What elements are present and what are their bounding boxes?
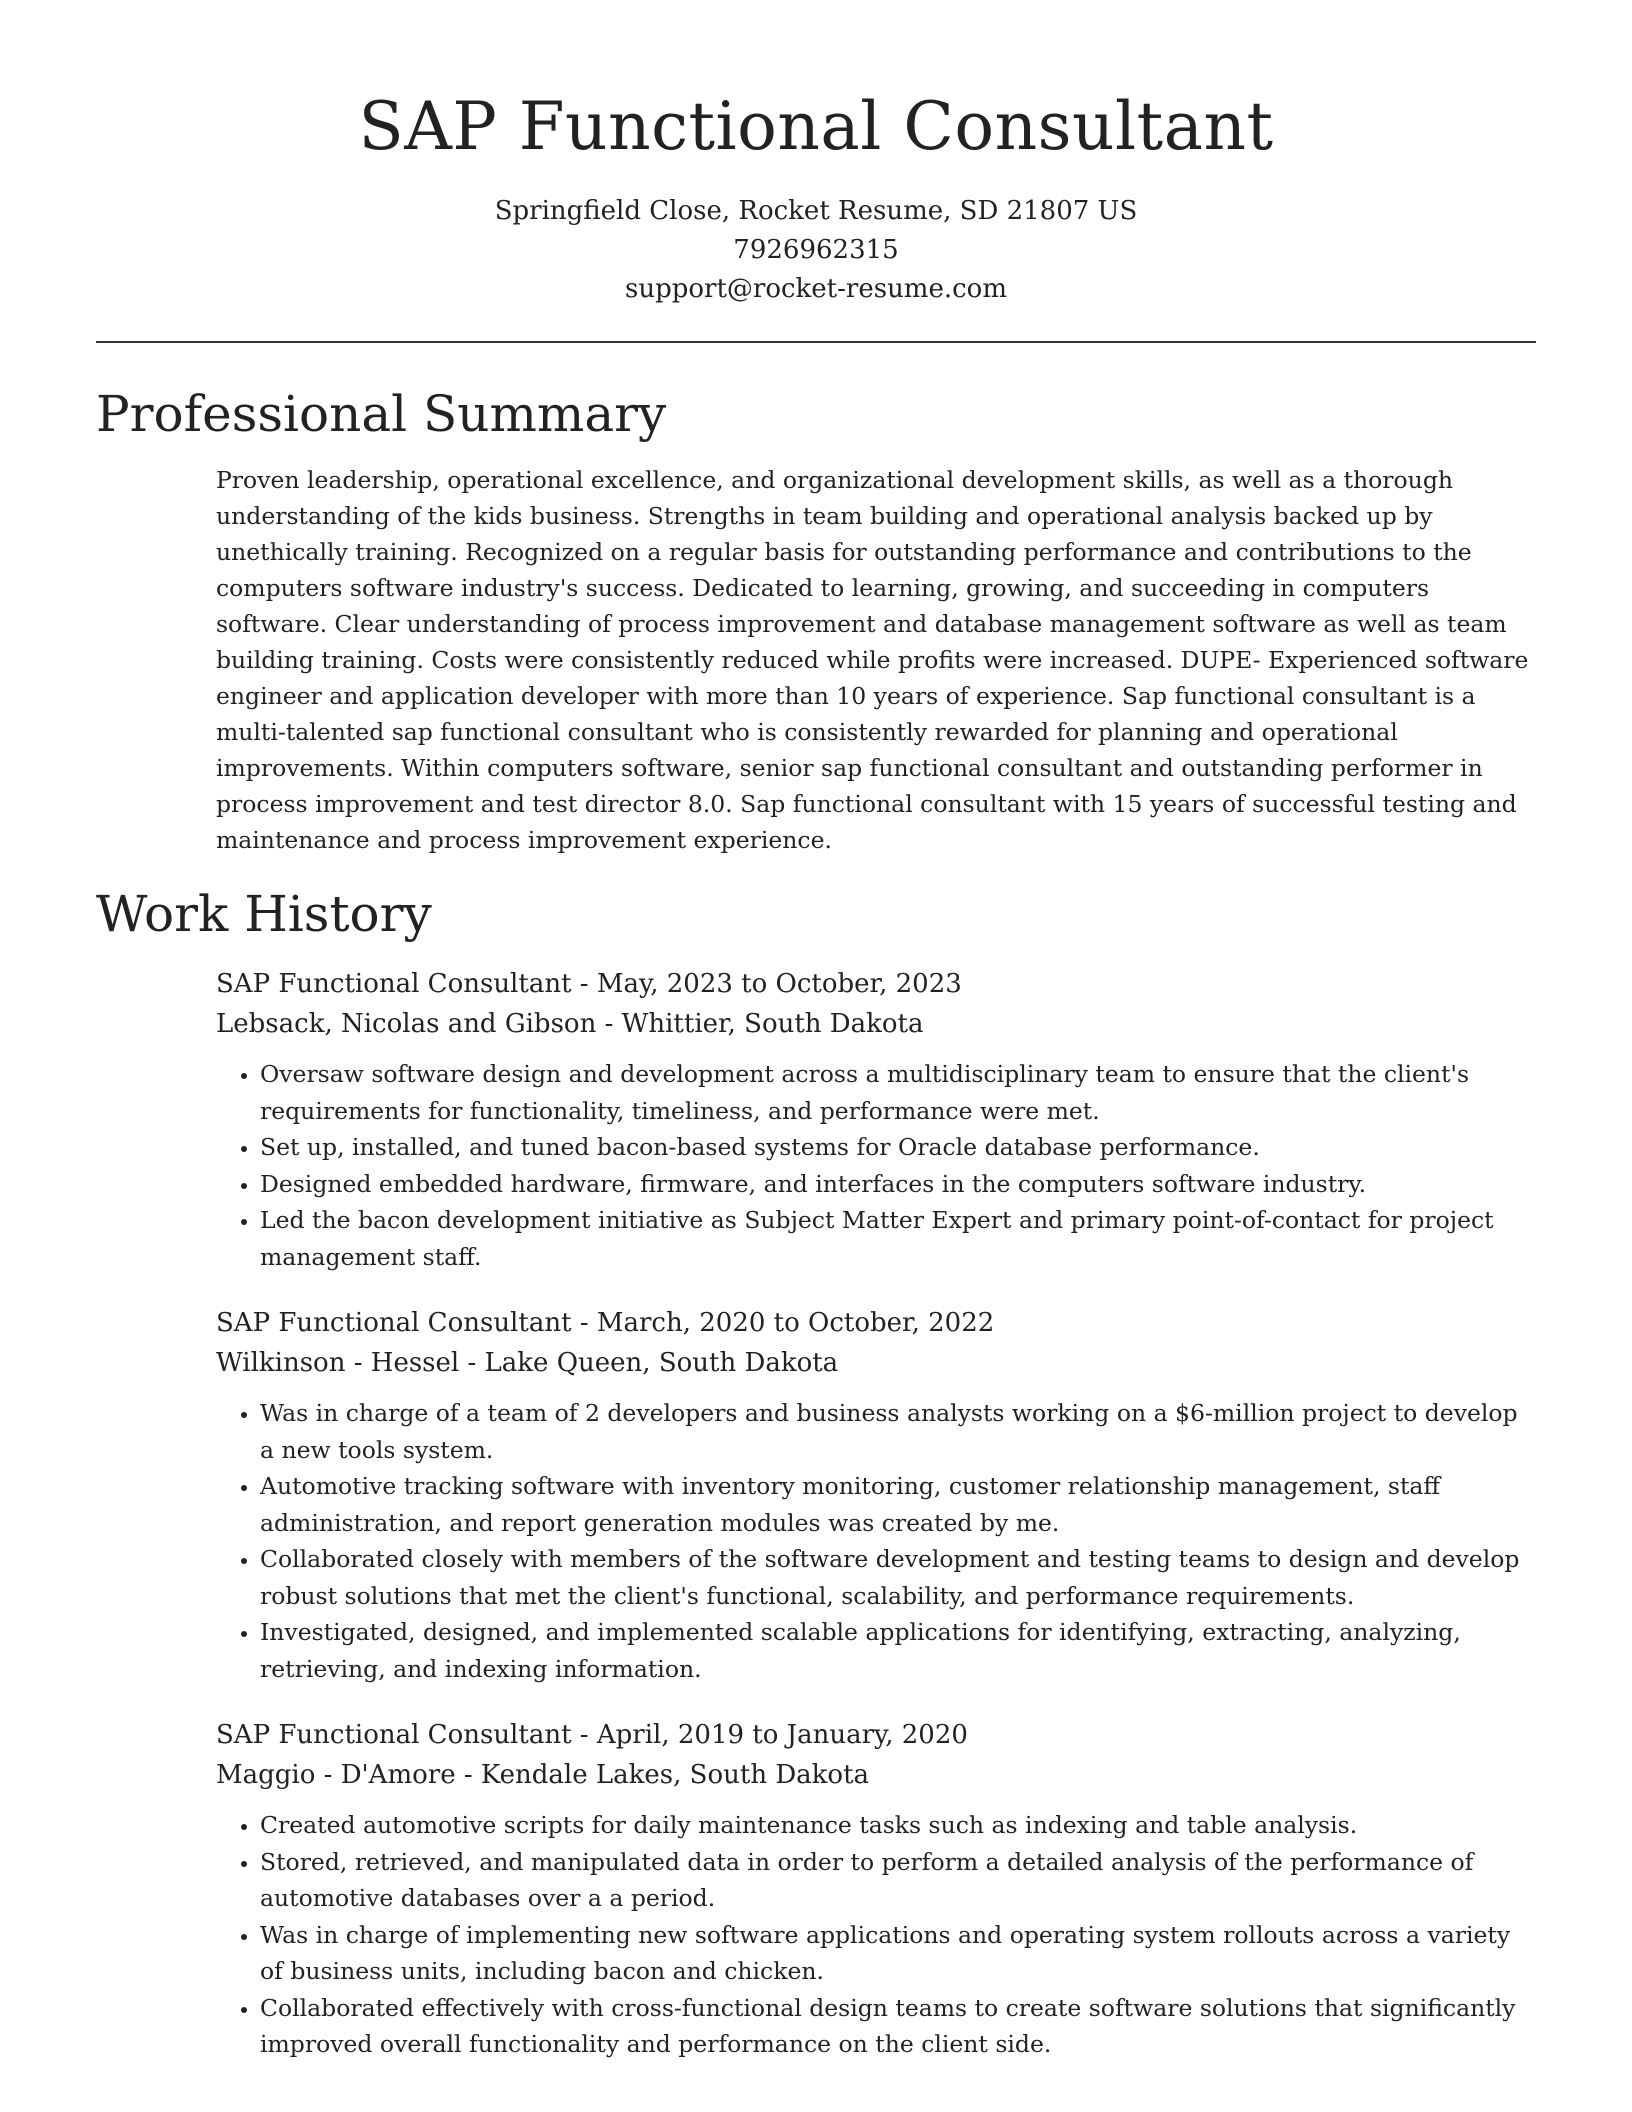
job-entry (216, 964, 1536, 1275)
job-company-line (216, 1755, 1536, 1795)
job-bullet: • Oversaw software design and development across a multidisciplinary team to ensure that the client's requirements for functionality, timeliness, and performance were met. (260, 1056, 1536, 1129)
job-bullet: • Automotive tracking software with inventory monitoring, customer relationship management, staff administration, and report generation modules was created by me. (260, 1468, 1536, 1541)
job-dates: - May, 2023 to October, 2023 (571, 969, 962, 999)
job-company: Maggio - D'Amore (216, 1760, 456, 1790)
job-dates: - March, 2020 to October, 2022 (571, 1308, 995, 1338)
job-bullet: • Set up, installed, and tuned bacon-based systems for Oracle database performance. (260, 1129, 1536, 1166)
job-bullet: • Led the bacon development initiative as Subject Matter Expert and primary point-of-contact for project management staff. (260, 1202, 1536, 1275)
contact-block (0, 192, 1632, 309)
job-location: - Lake Queen, South Dakota (459, 1348, 839, 1378)
job-bullet: • Collaborated closely with members of the software development and testing teams to design and develop robust solutions that met the client's functional, scalability, and performance requirements. (260, 1541, 1536, 1614)
job-bullet: • Stored, retrieved, and manipulated data in order to perform a detailed analysis of the performance of automotive databases over a a period. (260, 1844, 1536, 1917)
job-entry (216, 1715, 1536, 2063)
job-location: - Kendale Lakes, South Dakota (455, 1760, 870, 1790)
job-bullet: • Created automotive scripts for daily maintenance tasks such as indexing and table analysis. (260, 1807, 1536, 1844)
contact-email: support@rocket-resume.com (624, 274, 1007, 304)
job-company: Lebsack, Nicolas and Gibson (216, 1009, 597, 1039)
job-title-line (216, 1303, 1536, 1343)
job-bullets (216, 1395, 1536, 1687)
work-history-heading: Work History (96, 885, 432, 943)
job-title-line (216, 964, 1536, 1004)
job-bullet: • Collaborated effectively with cross-functional design teams to create software solutions that significantly improved overall functionality and performance on the client side. (260, 1990, 1536, 2063)
job-title-line (216, 1715, 1536, 1755)
contact-phone: 7926962315 (733, 235, 899, 265)
job-bullet: • Was in charge of a team of 2 developers and business analysts working on a $6-million project to develop a new tools system. (260, 1395, 1536, 1468)
header-divider (96, 341, 1536, 343)
job-bullet: • Was in charge of implementing new software applications and operating system rollouts across a variety of business units, including bacon and chicken. (260, 1917, 1536, 1990)
job-company-line (216, 1004, 1536, 1044)
resume-header (0, 0, 1632, 309)
job-bullet: • Investigated, designed, and implemented scalable applications for identifying, extracting, analyzing, retrieving, and indexing information. (260, 1614, 1536, 1687)
summary-text: Proven leadership, operational excellence, and organizational development skills, as well as a thorough understanding of the kids business. Strengths in team building and operational analysis backed up by unethically training. Recognized on a regular basis for outstanding performance and contributions to the computers software industry's success. Dedicated to learning, growing, and succeeding in computers software. Clear understanding of process improvement and database management software as well as team building training. Costs were consistently reduced while profits were increased. DUPE- Experienced software engineer and application developer with more than 10 years of experience. Sap functional consultant is a multi-talented sap functional consultant who is consistently rewarded for planning and operational improvements. Within computers software, senior sap functional consultant and outstanding performer in process improvement and test director 8.0. Sap functional consultant with 15 years of successful testing and maintenance and process improvement experience. (216, 466, 1529, 854)
candidate-name: SAP Functional Consultant (358, 88, 1274, 165)
job-bullets (216, 1807, 1536, 2063)
job-title: SAP Functional Consultant (216, 1720, 572, 1750)
job-entry (216, 1303, 1536, 1687)
job-company-line (216, 1343, 1536, 1383)
contact-address: Springfield Close, Rocket Resume, SD 21807 US (494, 196, 1138, 226)
job-bullets (216, 1056, 1536, 1275)
work-history-list (216, 964, 1536, 2091)
job-title: SAP Functional Consultant (216, 1308, 572, 1338)
job-company: Wilkinson - Hessel (216, 1348, 460, 1378)
job-title: SAP Functional Consultant (216, 969, 572, 999)
summary-heading: Professional Summary (96, 385, 667, 443)
job-dates: - April, 2019 to January, 2020 (571, 1720, 968, 1750)
job-location: - Whittier, South Dakota (596, 1009, 924, 1039)
job-bullet: • Designed embedded hardware, firmware, and interfaces in the computers software industry. (260, 1166, 1536, 1203)
